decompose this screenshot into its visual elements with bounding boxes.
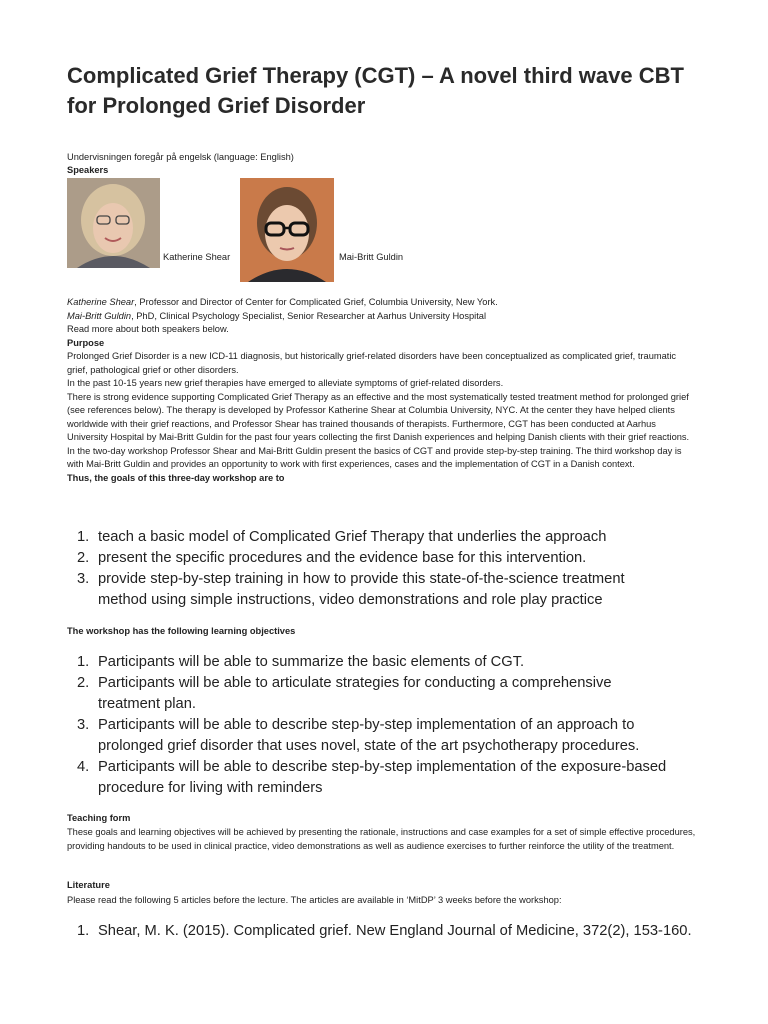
list-item: 3. Participants will be able to describe step-by-step implementation of an approach to prolonged grief disorder that uses novel, state of the art psychotherapy procedures.: [77, 717, 640, 754]
bio-name: Mai-Britt Guldin: [67, 310, 132, 321]
teaching-text: These goals and learning objectives will be achieved by presenting the rationale, instructions and case examples for a set of simple effective procedures, providing handouts to be used in clinical practice, video demonstrations as well as audience exercises to further reinforce the utility of the treatment.: [67, 827, 696, 851]
page-title: Complicated Grief Therapy (CGT) – A novel third wave CBT for Prolonged Grief Disorder: [67, 63, 684, 118]
language-note: Undervisningen foregår på engelsk (language: English): [67, 152, 294, 162]
speaker-photo-mai-britt-guldin: [240, 178, 334, 282]
speaker-bios: [67, 296, 699, 485]
list-item: 1. teach a basic model of Complicated Grief Therapy that underlies the approach: [77, 529, 607, 545]
bio-line: Katherine Shear, Professor and Director of Center for Complicated Grief, Columbia University, New York.: [67, 297, 498, 307]
list-item: 1. Participants will be able to summarize the basic elements of CGT.: [77, 654, 525, 670]
read-more-note: Read more about both speakers below.: [67, 324, 229, 334]
speaker-caption: Mai-Britt Guldin: [339, 252, 404, 262]
objectives-list: [67, 652, 707, 799]
purpose-paragraph: In the two-day workshop Professor Shear and Mai-Britt Guldin present the basics of CGT and provide step-by-step training. The third workshop day is with Mai-Britt Guldin and provides an opportunity to work with first experiences, cases and the implementation of CGT in a Danish context.: [67, 445, 682, 469]
goals-heading: Thus, the goals of this three-day workshop are to: [67, 472, 285, 483]
list-item: 1. Shear, M. K. (2015). Complicated grief. New England Journal of Medicine, 372(2), 153-160.: [77, 923, 692, 939]
purpose-heading: Purpose: [67, 337, 105, 348]
teaching-heading: Teaching form: [67, 813, 131, 823]
speaker-photo-katherine-shear: [67, 178, 160, 268]
purpose-paragraph: Prolonged Grief Disorder is a new ICD-11 diagnosis, but historically grief-related disorders have been conceptualized as complicated grief, traumatic grief, pathological grief or other disorders.: [67, 351, 677, 375]
purpose-paragraph: In the past 10-15 years new grief therapies have emerged to alleviate symptoms of grief-related disorders.: [67, 378, 504, 388]
literature-list: [67, 921, 707, 942]
purpose-paragraph: There is strong evidence supporting Complicated Grief Therapy as an effective and the most systematically tested treatment method for prolonged grief (see references below). The therapy is developed by Professor Katherine Shear at Columbia University, NYC. At the center they have helped clients worldwide with their grief reactions, and Professor Shear has trained thousands of therapists. Furthermore, CGT has been conducted at Aarhus University Hospital by Mai-Britt Guldin for the past four years collecting the first Danish experiences and helping Danish clients with their grief reactions.: [67, 391, 690, 442]
bio-line: Mai-Britt Guldin, PhD, Clinical Psychology Specialist, Senior Researcher at Aarhus University Hospital: [67, 310, 487, 321]
objectives-heading: The workshop has the following learning objectives: [67, 626, 296, 636]
speaker-caption: Katherine Shear: [163, 252, 231, 262]
speakers-heading: Speakers: [67, 165, 109, 175]
goals-list: [67, 527, 707, 611]
list-item: 2. present the specific procedures and the evidence base for this intervention.: [77, 550, 587, 566]
list-item: 2. Participants will be able to articulate strategies for conducting a comprehensive treatment plan.: [77, 675, 612, 712]
list-item: 4. Participants will be able to describe step-by-step implementation of the exposure-based procedure for living with reminders: [77, 759, 667, 796]
literature-heading: Literature: [67, 880, 110, 890]
list-item: 3. provide step-by-step training in how to provide this state-of-the-science treatment method using simple instructions, video demonstrations and role play practice: [77, 571, 625, 608]
literature-intro: Please read the following 5 articles before the lecture. The articles are available in ‘MitDP’ 3 weeks before the workshop:: [67, 895, 562, 905]
bio-name: Katherine Shear: [67, 297, 135, 307]
